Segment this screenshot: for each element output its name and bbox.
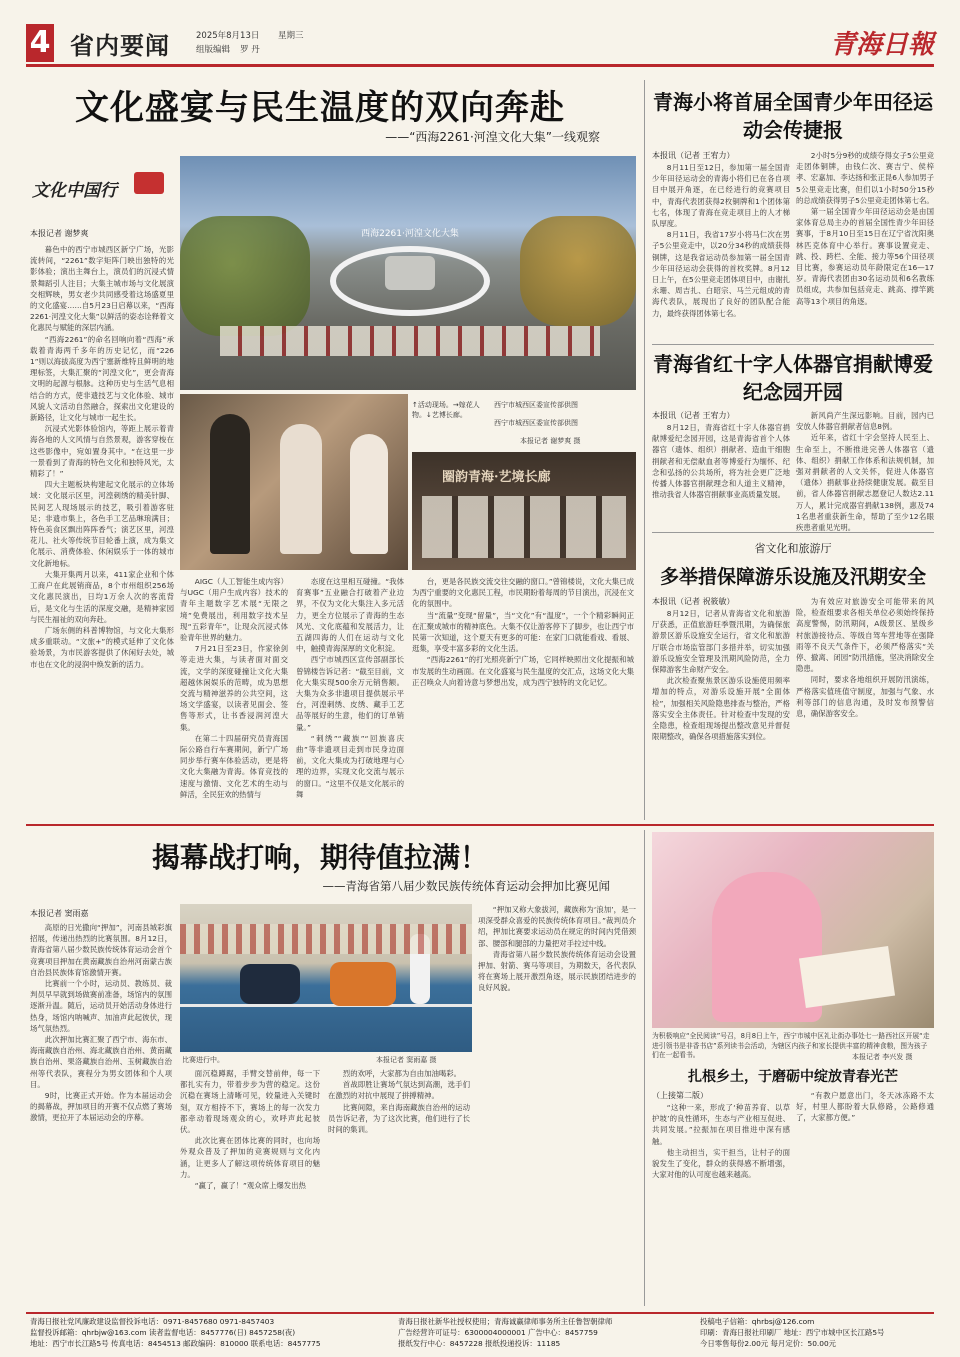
- header-date: 2025年8月13日: [196, 31, 260, 41]
- paragraph: 7月21日至23日，作家徐剑等走进大集，与读者面对面交流，文学的深度碰撞让文化大集超越休闲娱乐的范畴，成为思想交流与精神滋养的公共空间，这场文学盛宴，以读者见面会、签售等形式，让书香浸润河湟大集。: [180, 644, 288, 732]
- article2-byline: 本报讯（记者 王宥力）: [652, 151, 735, 160]
- article6-byline: （上接第二版）: [652, 1091, 708, 1100]
- athlete-left: [240, 964, 300, 1004]
- paragraph: 第一届全国青少年田径运动会是由国家体育总局主办的首届全国性青少年田径赛事，于8月10日至15日在辽宁省沈阳奥林匹克体育中心举行。赛事设置竞走、跳、投、跨栏、全能、接力等56个田径项目比赛，参赛运动员年龄限定在16—17岁。青海代表团由30名运动员和6名教练员组成，共参加包括竞走、跳高、撑竿跳高等13个项目的角逐。: [796, 207, 934, 306]
- paragraph: “西海2261”的打光照亮新宁广场，它同样映照出文化提振和城市发展的生动画面。在文化盛宴与民生温度的交汇点，这场文化大集正召唤众人向着诗意与梦想出发，成为西宁独特的文化记忆。: [412, 655, 634, 687]
- article4-kicker: 省文化和旅游厅: [754, 542, 832, 555]
- paragraph: 近年来，省红十字会坚持人民至上、生命至上，不断推进完善人体器官（遗体、组织）捐献工作体系和法规机制，加强对捐献者的人文关怀，促进人体器官（遗体）捐献事业持续健康发展。截至目前，省人体器官捐献志愿登记人数达2.11万人，累计完成器官捐献138例，惠及741名患者重获新生命，帮助了至少12名眼疾患者重见光明。: [796, 433, 934, 533]
- paragraph: “有教户愿意出门，冬天冰冻路不太好，村里人都盼着大队修路，公路修通了，大家都方便。”: [796, 1091, 934, 1123]
- article1-col1: [30, 244, 174, 756]
- paragraph: “西海2261”的命名回响向着“西海”承载着青海两千多年的历史记忆，而“2261”则以海拔高度为西宁塞新维特且鲜明的地理标签，大集汇聚的“河湟文化”，更会青海文明的起源与根脉。这种历史与生活气息相结合的方式，使非遗技艺与文化体验、城市风貌人文活动自然融合，探索出文化建设的新路径，让文化与城市一起生长。: [30, 334, 174, 423]
- article3-byline: 本报讯（记者 王宥力）: [652, 411, 735, 420]
- footer-line: 广告经营许可证号：6300004000001 广告中心：8457759: [398, 1328, 598, 1337]
- photo-credit: 西宁市城西区委宣传部供图: [494, 401, 578, 409]
- footer-line: 青海日报社党风廉政建设监督投诉电话：0971-8457680 0971-8457403: [30, 1317, 275, 1326]
- footer-line: 青海日报社新华社授权使用；青海诚赢律师事务所主任鲁智朝律师: [398, 1317, 613, 1326]
- photo-caption: ↑活动现场。→嫁花人物。↓艺博长廊。: [412, 401, 480, 419]
- article5-photo-credit: 本报记者 窦雨嘉 摄: [376, 1056, 437, 1064]
- footer-line: 地址：西宁市长江路5号 传真电话：8454513 邮政编码：810000 联系电话：8457775: [30, 1339, 321, 1348]
- header-weekday: 星期三: [278, 31, 304, 41]
- article6-photo-credit: 本报记者 李兴发 摄: [852, 1053, 913, 1061]
- paragraph: 在第二十四届研究员青海国际公路自行车赛期间，新宁广场同步举行赛车体验活动，更是将文化大集融为青海。体育竞技的速度与激情、文化艺术的生动与鲜活，全民狂欢的热情与: [180, 733, 288, 799]
- paragraph: 暮色中的西宁市城西区新宁广场，光影流转间，“2261”数字矩阵门映出独特的光影体验；演出主舞台上，演员们的沉浸式情景舞蹈引人注目；大集主城市场与文化展演交相辉映，男女老少共同感受着这场盛夏里的文化盛宴……自5月23日启幕以来，“西海2261·河湟文化大集”以鲜活的姿态诠释着文化惠民与赋能的深层内涵。: [30, 245, 174, 333]
- paragraph: AIGC（人工智能生成内容）与UGC（用户生成内容）技术的青年主题数字艺术展“无限之境”免费展出，利用数字技术呈现“五彩青年”，让现众沉浸式体验青年世界的魅力。: [180, 577, 288, 643]
- article6-col1: [652, 1102, 790, 1306]
- paragraph: 比赛间隙，来自海南藏族自治州的运动员告诉记者，为了这次比赛，他们进行了长时间的集训。: [328, 1102, 470, 1135]
- article6-photo-caption: 为积极响应“全民阅读”号召，8月8日上午，西宁市城中区礼让街办事处七一路西社区开展“走进引领书是非香书店”系列读书会活动，为辖区内孩子和家长提供丰富的精神食粮，图为孩子们在一起看书。: [652, 1032, 930, 1059]
- section-rule: [652, 532, 934, 533]
- article5-subtitle: ——青海省第八届少数民族传统体育运动会押加比赛见闻: [322, 879, 610, 893]
- article5-col1: [30, 922, 172, 1306]
- performer-photo: [180, 394, 408, 570]
- court-line: [180, 1004, 472, 1007]
- article1-subtitle: ——“西海2261·河湟文化大集”一线观察: [385, 130, 600, 144]
- article5-col4: [478, 904, 636, 1306]
- article3-col1: [652, 422, 790, 526]
- footer-line: 监督投诉邮箱：qhrbjw@163.com 读者监督电话：8457776(日) 8457258(夜): [30, 1328, 296, 1337]
- reading-girl-photo: [652, 832, 934, 1028]
- footer-line: 报纸发行中心：8457228 报纸投递投诉：11185: [398, 1339, 561, 1348]
- header-rule: [26, 64, 934, 67]
- paragraph: 此次检查聚焦景区游乐设施使用频率增加的特点，对游乐设施开展“全面体检”，加强相关风险隐患排查与整治，严格落实安全主体责任。针对检查中发现的安全隐患，检查组现场提出整改意见并督促限期整改，确保各项措施落实到位。: [652, 676, 790, 742]
- athlete-right: [330, 962, 396, 1006]
- article2-title: 青海小将首届全国青少年田径运动会传捷报: [653, 90, 933, 142]
- article2-col2: [796, 150, 934, 340]
- footer-left: [30, 1316, 390, 1349]
- article5-photo-caption: 比赛进行中。: [182, 1056, 224, 1064]
- gallery-frames: [422, 496, 626, 558]
- paragraph: “押加又称大象拔河，藏族称为‘浪加’，是一项深受群众喜爱的民族传统体育项目。”裁判员介绍，押加比赛要求运动员在规定的时间内凭借颈部、腰部和腿部的力量把对手拉过中线。: [478, 905, 636, 948]
- article4-title: 多举措保障游乐设施及汛期安全: [659, 566, 926, 588]
- editor-name: 罗 丹: [240, 45, 260, 55]
- column-logo: 文化中国行: [32, 181, 117, 201]
- paragraph: 比赛前一个小时，运动员、教练员、裁判员早早就到场做赛前准备，场馆内的氛围逐渐升温。随后，运动员开始活动身体进行热身，场馆内呐喊声、加油声此起彼伏，现场气氛热烈。: [30, 979, 172, 1033]
- article1-col3: [296, 576, 404, 816]
- footer-mid: [398, 1316, 688, 1349]
- article3-col2: [796, 410, 934, 533]
- gallery-photo: [412, 452, 636, 570]
- person-shape: [280, 424, 322, 554]
- trees-left: [180, 216, 310, 336]
- paragraph: 同时，要求各地组织开展防汛演练，严格落实值班值守制度，加强与气象、水利等部门的信息沟通，及时发布预警信息，确保游客安全。: [796, 675, 934, 719]
- paragraph: 当“流量”变现“留量”，当“文化”有“温度”，一个个精彩瞬间正在汇聚成城市的精神底色。大集不仅让游客停下了脚步，也让西宁市民第一次知道，这个夏天有更多的可能：在家门口就能看戏、看展、逛集，享受丰富多彩的文化生活。: [412, 610, 634, 654]
- column-divider: [644, 80, 645, 820]
- paragraph: 此次比赛在团体比赛的同时，也向场外观众普及了押加的竞赛规则与文化内涵，让更多人了解这项传统体育项目的魅力。: [180, 1136, 320, 1179]
- paragraph: 广场东侧的科普博物馆，与文化大集形成多重联动。“文旅+”的模式延伸了文化体验场景，为市民游客提供了休闲好去处，城市也在文化的浸润中焕发新的活力。: [30, 625, 174, 669]
- spectators: [180, 924, 472, 954]
- footer-line: 印刷：青海日报社印刷厂 地址：西宁市城中区长江路5号: [700, 1328, 885, 1337]
- tug-match-photo: [180, 904, 472, 1052]
- article1-col4: [412, 576, 634, 816]
- person-shape: [210, 414, 250, 554]
- paragraph: 烈的欢呼，大家都为自由加油喝彩。: [342, 1069, 462, 1078]
- paragraph: “刺绣”“藏族”“回族喜庆曲”等非遗项目走到市民身边面前，文化大集成为打破地理与心理的边界，实现文化交流与展示的窗口。“这里不仅是文化展示的舞: [296, 733, 404, 799]
- paragraph: 面沉稳蹲踞，手臂交替前伸，每一下都扎实有力，带着步步为营的稳定。这份沉稳在赛场上清晰可见，较量进入关键时刻，双方相持不下，赛场上的每一次发力都牵动着现场观众的心，欢呼声此起彼伏。: [180, 1069, 320, 1135]
- gallery-sign: 圈韵青海·艺境长廊: [442, 470, 551, 485]
- person-shape: [350, 434, 388, 554]
- masthead-logo: 青海日報: [830, 30, 935, 60]
- paragraph: “这种一来，形成了‘种苗养育、以草护坡’的良性循环，生态与产业相互促进、共同发展。”拉振加在项目推进中深有感触。: [652, 1103, 790, 1146]
- paragraph: 新风尚产生深远影响。目前，园内已安放人体器官捐献者信息8例。: [796, 411, 934, 432]
- article3-title: 青海省红十字人体器官捐献博爱纪念园开园: [653, 352, 933, 404]
- paragraph: 青海省第八届少数民族传统体育运动会设置押加、射箭、赛马等项目，为期数天，各代表队将在赛场上展开激烈角逐，展示民族团结进步的良好风貌。: [478, 949, 636, 993]
- article1-byline: 本报记者 谢梦爽: [30, 229, 89, 238]
- paragraph: 9时，比赛正式开始。作为本届运动会的揭幕战，押加项目的开赛不仅点燃了赛场激情，更拉开了本届运动会的序幕。: [30, 1091, 172, 1123]
- footer-rule: [26, 1312, 934, 1314]
- article4-col1: [652, 608, 790, 820]
- paragraph: 8月12日，青海省红十字人体器官捐献博爱纪念园开园，这是青海省首个人体器官（遗体、组织）捐献者、造血干细胞捐献者和无偿献血者等博爱行为缅怀、纪念和弘扬的公共场所，将为社会更广泛地传播人体器官捐献理念和人道主义精神，推动我省人体器官捐献事业高质量发展。: [652, 423, 790, 500]
- article1-title: 文化盛宴与民生温度的双向奔赴: [75, 88, 565, 128]
- article5-title: 揭幕战打响，期待值拉满！: [151, 841, 488, 874]
- paragraph: 为有效应对旅游安全可能带来的风险，检查组要求各相关单位必须始终保持高度警惕，防汛期间，A级景区、星级乡村旅游接待点、等级自驾车营地等在强降雨等不良天气条件下，必须严格落实“关停、撤离、闭园”防汛措施，坚决消除安全隐患。: [796, 597, 934, 674]
- stage-center: [385, 256, 435, 290]
- paragraph: 8月11日至12日，参加第一届全国青少年田径运动会的青海小将们已在各自项目中展开角逐，在已经进行的竞赛项目中，青海代表团获得2枚铜牌和1个团体第七名，体现了青海在竞走项目上的人才梯队厚度。: [652, 163, 790, 229]
- editor-label: 组版编辑: [196, 45, 231, 55]
- article4-byline: 本报讯（记者 祝筱敏）: [652, 597, 735, 606]
- paragraph: “赢了，赢了！”观众席上爆发出热: [194, 1181, 306, 1191]
- article1-col2: [180, 576, 288, 816]
- column-divider: [644, 830, 645, 1306]
- footer-line: 今日零售每份2.00元 每月定价：50.00元: [700, 1339, 837, 1348]
- article2-col1: [652, 162, 790, 340]
- article4-col2: [796, 596, 934, 820]
- article5-col2: [180, 1068, 320, 1306]
- paragraph: 8月12日，记者从青海省文化和旅游厅获悉，正值旅游旺季暨汛期，为确保旅游景区游乐设施安全运行，省文化和旅游厅联合市场监管部门多措并举，切实加强游乐设施安全管理及汛期风险防范，全力保障游客生命财产安全。: [652, 609, 790, 675]
- page-number: 4: [29, 25, 51, 60]
- section-title: 省内要闻: [70, 31, 170, 60]
- photo-credit: 西宁市城西区委宣传部供图: [494, 419, 578, 427]
- photo1-title: 西海2261·河湟文化大集: [361, 229, 459, 239]
- section-rule: [652, 344, 934, 345]
- article6-title: 扎根乡土，于磨砺中绽放青春光芒: [688, 1069, 898, 1085]
- article5-col3: [328, 1068, 470, 1306]
- mid-page-rule: [26, 824, 934, 826]
- footer-right: [700, 1316, 934, 1349]
- paragraph: 大集开集两月以来，411家企业和个体工商户在此展销商品，8个市州组织256场文化惠民演出，日均1万余人次的客流背后，是文化与生活的深度交融，是精神家园与民生福祉的双向奔赴。: [30, 569, 174, 624]
- paragraph: 西宁市城西区宣传部副部长曾锦楼告诉记者：“截至目前，文化大集实现500余万元销售额。大集为众多非遗项目提供展示平台，河湟刺绣、皮绣、藏手工艺品等展好的生意，他们的订单销量。”: [296, 655, 404, 732]
- paragraph: 台，更是各民族交流交往交融的窗口。”曾锦楼说，文化大集已成为西宁重要的文化惠民工程，市民期盼着每周的节目演出，沉浸在文化的氛围中。: [412, 577, 634, 609]
- paragraph: 沉浸式光影体验馆内，等距上展示着青海各地的人文风情与自然景观，游客穿梭在这些影像中，宛如置身其中。“在这里一步一景看到了青海的特色文化和独特风光，太精彩了！”: [30, 424, 174, 479]
- article6-col2: [796, 1090, 934, 1306]
- paragraph: 8月11日，我省17岁小将马仁次在男子5公里竞走中，以20分34秒的成绩获得铜牌，这是我省运动员参加第一届全国青少年田径运动会获得的首枚奖牌。8月12日上午，在5公里竞走团体项目中，由谢扎永珊、周吉扎、白昭宗、马兰元组成的青海代表队，展现出了良好的团队配合能力，最终获得团体第七名。: [652, 230, 790, 318]
- trees-right: [520, 216, 636, 326]
- column-logo-red: [134, 172, 164, 194]
- footer-line: 投稿电子信箱：qhrbsj@126.com: [700, 1317, 815, 1326]
- paragraph: 四大主题板块构建起文化展示的立体场域：文化展示区里，河湟刺绣的精美针脚、民间艺人现场展示的技艺，吸引着游客驻足；非遗市集上，各色手工艺品琳琅满目；特色美食区飘出阵阵香气；演艺区里，河湟花儿、社火等传统节目轮番上演，成为集文化展示、消费体验、休闲娱乐于一体的城市文化新地标。: [30, 480, 174, 568]
- paragraph: 高原的日光撒向“押加”，河南县城彩旗招展，传递出热烈的比赛氛围。8月12日，青海省第八届少数民族传统体育运动会首个竞赛项目押加在黄南藏族自治州河南蒙古族自治县民族体育馆激情开赛。: [30, 923, 172, 977]
- fair-aerial-photo: [180, 156, 636, 390]
- photo-credit: 本报记者 谢梦爽 摄: [520, 437, 581, 445]
- paragraph: 首战即胜让赛场气氛达到高潮，选手们在激烈的对抗中展现了拼搏精神。: [328, 1080, 470, 1101]
- paragraph: 他主动担当，实干担当，让村子的面貌发生了变化，群众的获得感不断增强，大家对他的认可度也越来越高。: [652, 1147, 790, 1180]
- paragraph: 态度在这里相互碰撞。“我体育赛事”五业融合打破着产业边界，不仅为文化大集注入多元活力，更全方位展示了青海的生态风光、文化底蕴和发展活力，让五湖四海的人们在运动与文化中，触摸青海深厚的文化积淀。: [296, 577, 404, 654]
- paragraph: 2小时5分9秒的成绩夺得女子5公里竞走团体铜牌，由钱仁次、赛吉宁、侯梓孝、宏嘉加、李达扬和张正昆6人参加男子5公里竞走比赛，但们以1小时50分15秒的总成绩获得男子5公里竞走团体第七名。: [796, 151, 934, 205]
- stalls-row: [220, 326, 600, 356]
- article5-byline: 本报记者 窦雨嘉: [30, 909, 89, 918]
- paragraph: 此次押加比赛汇聚了西宁市、海东市、海南藏族自治州、海北藏族自治州、黄南藏族自治州、果洛藏族自治州、玉树藏族自治州等代表队，赛程分为男女团体和个人项目。: [30, 1035, 172, 1089]
